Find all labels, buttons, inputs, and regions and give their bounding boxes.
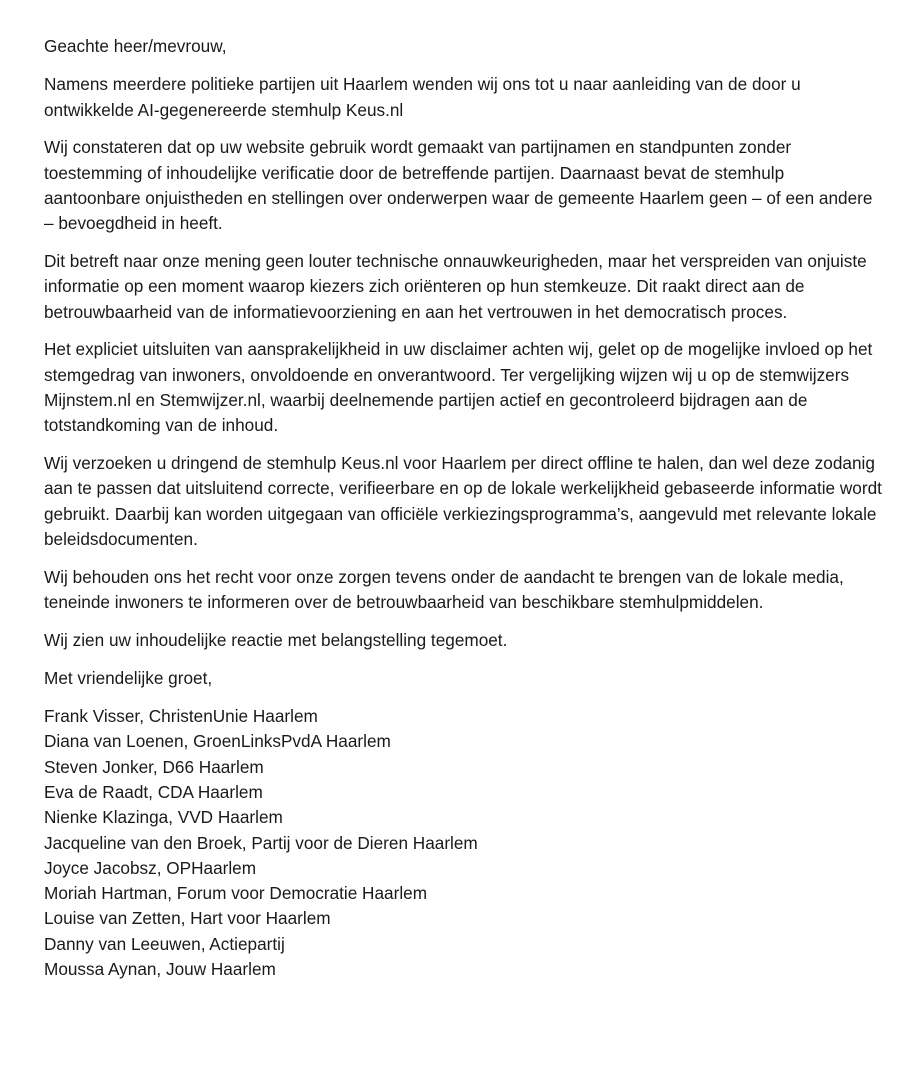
signatory: Frank Visser, ChristenUnie Haarlem [44, 706, 318, 727]
signatory: Steven Jonker, D66 Haarlem [44, 756, 264, 777]
signatory: Moriah Hartman, Forum voor Democratie Haarlem [44, 883, 428, 904]
signatory-list [44, 704, 884, 982]
closing: Met vriendelijke groet, [44, 667, 213, 688]
letter-body [44, 34, 884, 982]
signatory: Moussa Aynan, Jouw Haarlem [44, 959, 276, 979]
paragraph-response: Wij zien uw inhoudelijke reactie met belangstelling tegemoet. [44, 629, 508, 650]
signatory: Eva de Raadt, CDA Haarlem [44, 781, 263, 802]
paragraph-concern: Dit betreft naar onze mening geen louter technische onnauwkeurigheden, maar het verspreiden van onjuiste informatie op een moment waarop kiezers zich oriënteren op hun stemkeuze. Dit raakt direct aan de betrouwbaarheid van de informatievoorziening en aan het vertrouwen in het democratisch proces. [44, 251, 867, 322]
signatory: Louise van Zetten, Hart voor Haarlem [44, 908, 331, 929]
paragraph-request: Wij verzoeken u dringend de stemhulp Keus.nl voor Haarlem per direct offline te halen, dan wel deze zodanig aan te passen dat uitsluitend correcte, verifieerbare en op de lokale werkelijkheid gebaseerde informatie wordt gebruikt. Daarbij kan worden uitgegaan van officiële verkiezingsprogramma’s, aangevuld met relevante lokale beleidsdocumenten. [44, 453, 882, 550]
signatory: Joyce Jacobsz, OPHaarlem [44, 857, 257, 878]
signatory: Jacqueline van den Broek, Partij voor de Dieren Haarlem [44, 832, 478, 853]
signatory: Nienke Klazinga, VVD Haarlem [44, 807, 283, 828]
signatory: Danny van Leeuwen, Actiepartij [44, 933, 285, 954]
signatory: Diana van Loenen, GroenLinksPvdA Haarlem [44, 731, 391, 752]
paragraph-disclaimer: Het expliciet uitsluiten van aansprakelijkheid in uw disclaimer achten wij, gelet op de mogelijke invloed op het stemgedrag van inwoners, onvoldoende en onverantwoord. Ter vergelijking wijzen wij u op de stemwijzers Mijnstem.nl en Stemwijzer.nl, waarbij deelnemende partijen actief en gecontroleerd bijdragen aan de totstandkoming van de inhoud. [44, 339, 873, 436]
paragraph-intro: Namens meerdere politieke partijen uit Haarlem wenden wij ons tot u naar aanleiding van de door u ontwikkelde AI-gegenereerde stemhulp Keus.nl [44, 74, 801, 120]
paragraph-findings: Wij constateren dat op uw website gebruik wordt gemaakt van partijnamen en standpunten zonder toestemming of inhoudelijke verificatie door de betreffende partijen. Daarnaast bevat de stemhulp aantoonbare onjuistheden en stellingen over onderwerpen waar de gemeente Haarlem geen – of een andere – bevoegdheid in heeft. [44, 137, 873, 234]
salutation: Geachte heer/mevrouw, [44, 36, 227, 56]
paragraph-media: Wij behouden ons het recht voor onze zorgen tevens onder de aandacht te brengen van de lokale media, teneinde inwoners te informeren over de betrouwbaarheid van beschikbare stemhulpmiddelen. [44, 566, 844, 613]
